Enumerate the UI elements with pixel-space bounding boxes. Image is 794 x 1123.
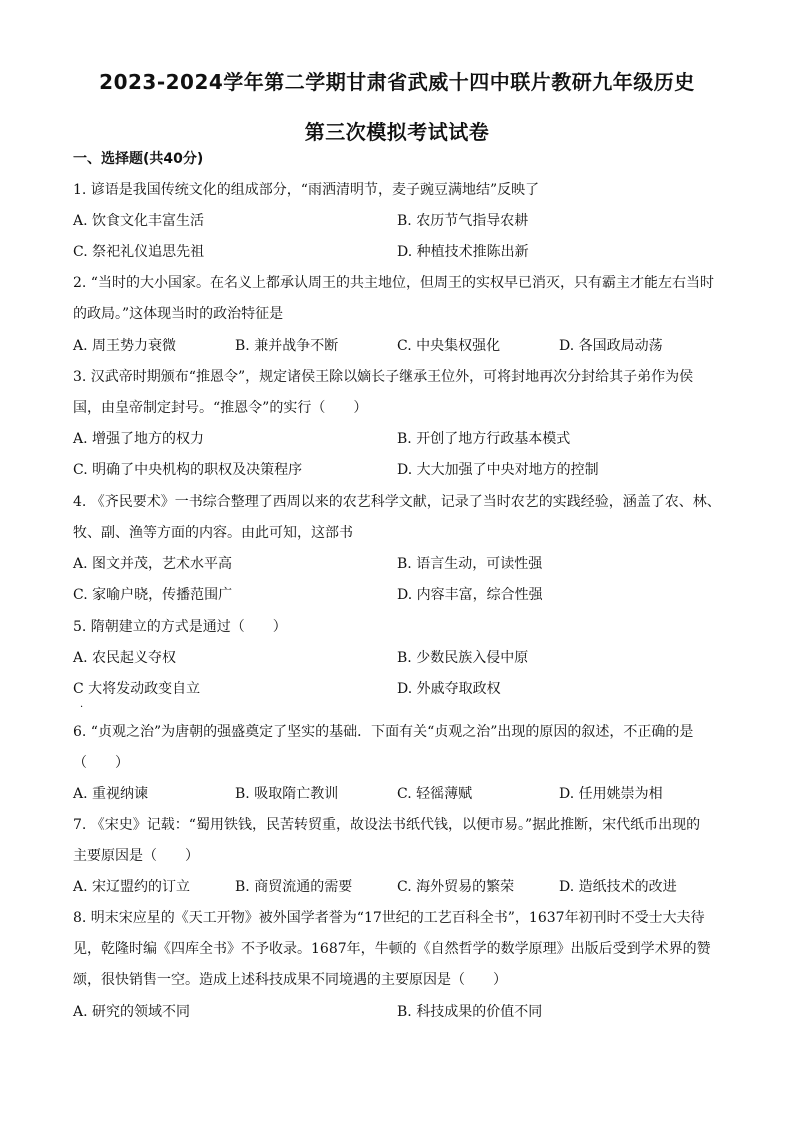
question-5-option-b[interactable]: B. 少数民族入侵中原 [397,650,529,666]
question-1-option-d[interactable]: D. 种植技术推陈出新 [397,244,529,260]
question-3-option-d[interactable]: D. 大大加强了中央对地方的控制 [397,462,599,478]
question-8-option-a[interactable]: A. 研究的领域不同 [73,1004,191,1020]
question-2-option-c[interactable]: C. 中央集权强化 [397,338,501,354]
question-7-option-a[interactable]: A. 宋辽盟约的订立 [73,879,191,895]
exam-title-line1: 2023-2024学年第二学期甘肃省武威十四中联片教研九年级历史 [99,70,695,94]
question-7-stem-line1: 7. 《宋史》记载：“蜀用铁钱，民苦转贸重，故设法书纸代钱，以便市易。”据此推断，宋代纸币出现的 [73,817,701,833]
question-1-option-a[interactable]: A. 饮食文化丰富生活 [73,213,205,229]
question-8-stem-line3: 颂，很快销售一空。造成上述科技成果不同境遇的主要原因是（ ） [73,972,507,988]
question-7-option-b[interactable]: B. 商贸流通的需要 [235,879,353,895]
question-1-option-c[interactable]: C. 祭祀礼仪追思先祖 [73,244,205,260]
question-6-option-c[interactable]: C. 轻徭薄赋 [397,786,473,802]
question-2-option-d[interactable]: D. 各国政局动荡 [559,338,663,354]
question-2-stem-line2: 的政局。”这体现当时的政治特征是 [73,306,284,322]
question-5-option-d[interactable]: D. 外戚夺取政权 [397,681,501,697]
exam-title-line2: 第三次模拟考试试卷 [304,120,490,144]
question-4-option-d[interactable]: D. 内容丰富，综合性强 [397,587,543,603]
question-8-option-b[interactable]: B. 科技成果的价值不同 [397,1004,543,1020]
question-8-stem-line1: 8. 明末宋应星的《天工开物》被外国学者誉为“17世纪的工艺百科全书”，1637年初刊时不受士大夫待 [73,910,705,926]
question-6-stem-line2: （ ） [73,755,129,771]
question-1-option-b[interactable]: B. 农历节气指导农耕 [397,213,529,229]
question-7-option-d[interactable]: D. 造纸技术的改进 [559,879,677,895]
question-5-option-a[interactable]: A. 农民起义夺权 [73,650,177,666]
question-5-stem: 5. 隋朝建立的方式是通过（ ） [73,619,287,635]
question-3-stem-line2: 国，由皇帝制定封号。“推恩令”的实行（ ） [73,400,368,416]
question-6-option-b[interactable]: B. 吸取隋亡教训 [235,786,339,802]
question-2-option-a[interactable]: A. 周王势力衰微 [73,338,177,354]
question-3-option-b[interactable]: B. 开创了地方行政基本模式 [397,431,571,447]
question-1-stem: 1. 谚语是我国传统文化的组成部分，“雨洒清明节，麦子豌豆满地结”反映了 [73,182,540,198]
question-4-stem-line1: 4. 《齐民要术》一书综合整理了西周以来的农艺科学文献，记录了当时农艺的实践经验，涵盖了农、林、 [73,494,721,510]
question-4-option-a[interactable]: A. 图文并茂，艺术水平高 [73,556,233,572]
question-8-stem-line2: 见，乾隆时编《四库全书》不予收录。1687年，牛顿的《自然哲学的数学原理》出版后受到学术界的赞 [73,941,711,957]
question-2-stem-line1: 2. “当时的大小国家。在名义上都承认周王的共主地位，但周王的实权早已消灭，只有霸主才能左右当时 [73,275,714,291]
stray-dot: · [80,702,84,713]
question-6-stem-line1: 6. “贞观之治”为唐朝的强盛奠定了坚实的基础．下面有关“贞观之治”出现的原因的叙述，不正确的是 [73,724,694,740]
question-4-option-b[interactable]: B. 语言生动，可读性强 [397,556,543,572]
question-6-option-d[interactable]: D. 任用姚崇为相 [559,786,663,802]
question-7-option-c[interactable]: C. 海外贸易的繁荣 [397,879,515,895]
question-3-stem-line1: 3. 汉武帝时期颁布“推恩令”，规定诸侯王除以嫡长子继承王位外，可将封地再次分封给其子弟作为侯 [73,369,694,385]
question-5-option-c[interactable]: C 大将发动政变自立 [73,681,201,697]
section-heading: 一、选择题(共40分) [73,151,204,167]
question-4-option-c[interactable]: C. 家喻户晓，传播范围广 [73,587,233,603]
question-2-option-b[interactable]: B. 兼并战争不断 [235,338,339,354]
question-7-stem-line2: 主要原因是（ ） [73,848,199,864]
question-6-option-a[interactable]: A. 重视纳谏 [73,786,149,802]
question-3-option-a[interactable]: A. 增强了地方的权力 [73,431,205,447]
question-3-option-c[interactable]: C. 明确了中央机构的职权及决策程序 [73,462,303,478]
question-4-stem-line2: 牧、副、渔等方面的内容。由此可知，这部书 [73,525,353,541]
